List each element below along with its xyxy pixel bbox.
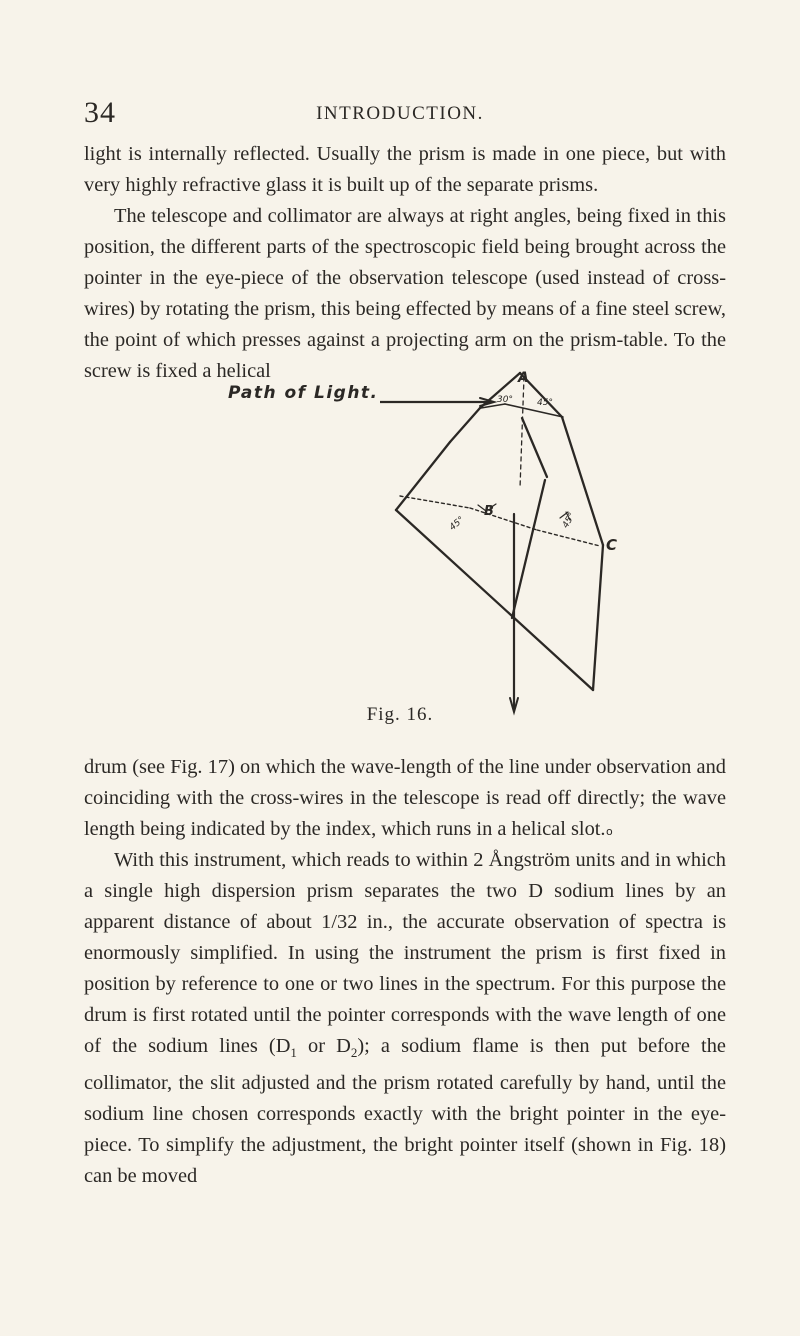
paragraph-text: ); a sodium flame is then put before the collimator, the slit adjusted and the prism rotated carefully by hand, until the sodium line chosen corresponds exactly with the bright pointer in the eye-piece. To simplify the adjustment, the bright pointer itself (shown in Fig. 18) can be moved [84,1035,726,1188]
text-block-bottom [84,752,726,1192]
path-of-light-label: Path of Light. [228,383,379,403]
prism-edge [396,442,450,510]
angle-45-right: 45° [560,511,578,531]
paragraph [84,845,726,1192]
internal-ray [470,508,537,530]
internal-ray [400,496,470,508]
label-b: B [484,504,494,519]
prism-edge [593,545,603,690]
subscript: 1 [290,1045,297,1061]
page-number: 34 [84,96,116,129]
running-head: INTRODUCTION. [316,103,484,124]
subscript: 2 [350,1045,358,1061]
label-a: A [518,370,529,386]
paragraph: The telescope and collimator are always at right angles, being fixed in this position, the different parts of the spectroscopic field being brought across the pointer in the eye-piece of the observation telescope (used instead of cross-wires) by rotating the prism, this being effected by means of a fine steel screw, the point of which presses against a projecting arm on the prism-table. To the screw is fixed a helical [84,205,726,382]
paragraph: light is internally reflected. Usually the prism is made in one piece, but with very highly refractive glass it is built up of the separate prisms. [84,143,726,196]
label-c: C [606,536,618,554]
prism-edge [512,480,545,618]
angle-45-top: 45° [537,398,553,408]
internal-ray [520,377,524,488]
prism-edge [450,408,480,442]
internal-ray [537,530,600,546]
angle-45-left: 45° [447,514,467,533]
prism-edge [522,418,547,477]
ring-mark: o [606,825,613,838]
angle-30: 30° [497,395,513,405]
paragraph-text: With this instrument, which reads to within 2 Ångström units and in which a single high dispersion prism separates the two D sodium lines by an apparent distance of about 1/32 in., the accurate observation of spectra is enormously simplified. In using the instrument the prism is first fixed in position by reference to one or two lines in the spectrum. For this purpose the drum is first rotated until the pointer corresponds with the wave length of one of the sodium lines (D [84,849,726,1057]
text-block-top [84,139,726,387]
figure-caption: Fig. 16. [366,704,434,725]
prism-diagram [380,370,640,720]
paragraph-text: or D [296,1035,351,1057]
paragraph: drum (see Fig. 17) on which the wave-length of the line under observation and coinciding with the cross-wires in the telescope is read off directly; the wave length being indicated by the index, which runs in a helical slot. [84,756,726,840]
